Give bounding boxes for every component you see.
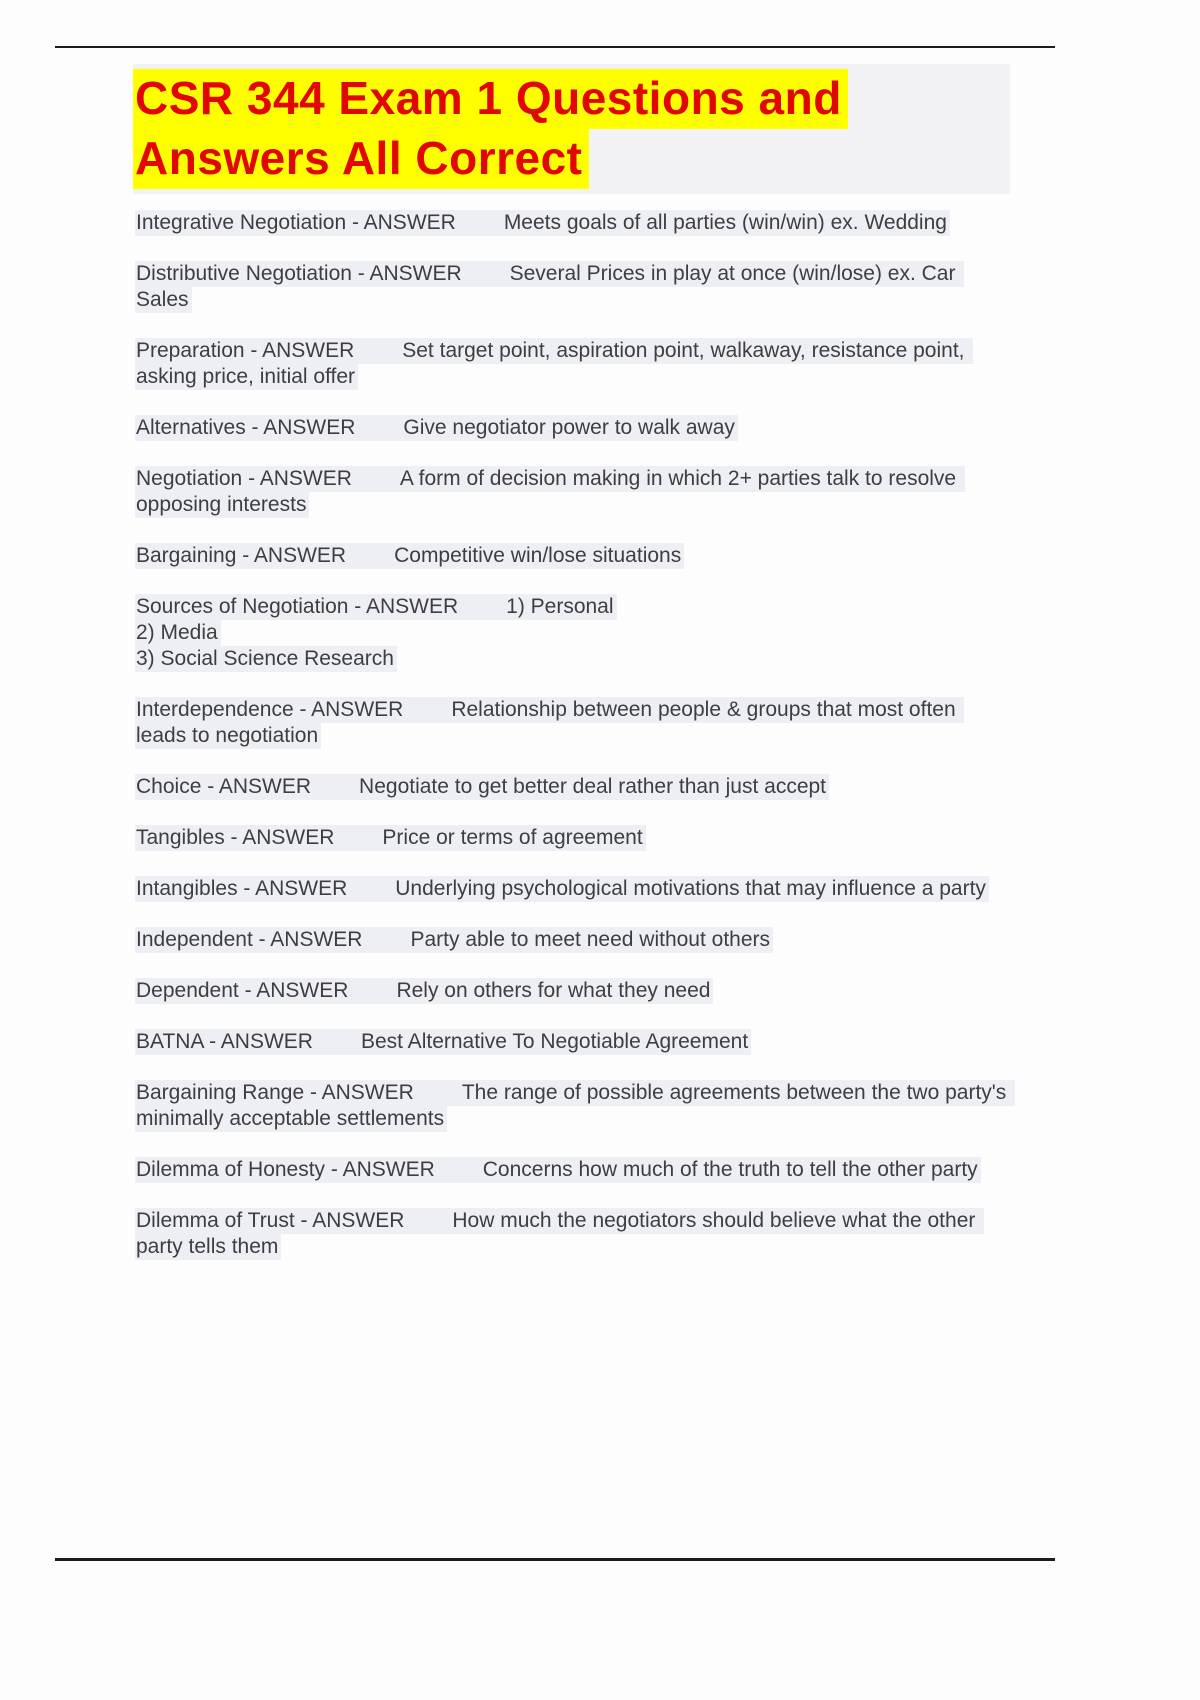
qa-text: [135, 338, 973, 390]
term-answer-gap: [311, 792, 359, 793]
term-answer-gap: [354, 356, 402, 357]
qa-item: [135, 1208, 1007, 1260]
qa-item: [135, 876, 1007, 902]
term-answer-gap: [313, 1047, 361, 1048]
title-line-1: CSR 344 Exam 1 Questions and: [133, 69, 848, 129]
term-answer-gap: [462, 279, 510, 280]
qa-item: [135, 415, 1007, 441]
qa-text: [135, 543, 684, 569]
top-rule: [55, 46, 1055, 48]
term-answer-gap: [414, 1098, 462, 1099]
qa-item: [135, 543, 1007, 569]
qa-answer: Set target point, aspiration point, walkaway, resistance point, asking price, initial offer: [136, 339, 971, 388]
term-answer-gap: [334, 843, 382, 844]
qa-answer: The range of possible agreements between the two party's minimally acceptable settlements: [136, 1081, 1013, 1130]
qa-item: [135, 338, 1007, 390]
term-answer-gap: [348, 996, 396, 997]
qa-answer: Negotiate to get better deal rather than just accept: [359, 775, 827, 798]
qa-text: [135, 1029, 751, 1055]
qa-term: Intangibles - ANSWER: [136, 877, 348, 900]
title-line-2: Answers All Correct: [133, 129, 589, 189]
qa-item: [135, 978, 1007, 1004]
qa-text: [135, 774, 829, 800]
qa-text: [135, 876, 989, 902]
qa-term: Choice - ANSWER: [136, 775, 312, 798]
qa-term: Bargaining Range - ANSWER: [136, 1081, 414, 1104]
term-answer-gap: [347, 894, 395, 895]
qa-text: [135, 1080, 1015, 1132]
term-answer-gap: [403, 715, 451, 716]
qa-text: [135, 594, 617, 672]
qa-term: Bargaining - ANSWER: [136, 544, 347, 567]
term-answer-gap: [362, 945, 410, 946]
qa-term: Interdependence - ANSWER: [136, 698, 404, 721]
term-answer-gap: [355, 433, 403, 434]
qa-answer: Concerns how much of the truth to tell the other party: [482, 1158, 978, 1181]
qa-text: [135, 1157, 981, 1183]
qa-item: [135, 210, 1007, 236]
qa-answer: Best Alternative To Negotiable Agreement: [360, 1030, 749, 1053]
qa-item: [135, 774, 1007, 800]
qa-term: Dilemma of Trust - ANSWER: [136, 1209, 405, 1232]
qa-text: [135, 1208, 984, 1260]
qa-answer: Meets goals of all parties (win/win) ex. Wedding: [503, 211, 947, 234]
qa-list: [135, 210, 1013, 1285]
qa-item: [135, 1157, 1007, 1183]
qa-text: [135, 978, 713, 1004]
page-title: [133, 68, 1010, 188]
qa-term: Preparation - ANSWER: [136, 339, 355, 362]
qa-term: Dependent - ANSWER: [136, 979, 349, 1002]
qa-text: [135, 825, 646, 851]
term-answer-gap: [458, 612, 506, 613]
qa-text: [135, 261, 964, 313]
qa-answer: Party able to meet need without others: [410, 928, 771, 951]
qa-item: [135, 927, 1007, 953]
qa-answer: Price or terms of agreement: [382, 826, 643, 849]
qa-answer: Give negotiator power to walk away: [403, 416, 735, 439]
bottom-rule: [55, 1558, 1055, 1561]
qa-answer: A form of decision making in which 2+ parties talk to resolve opposing interests: [136, 467, 962, 516]
qa-text: [135, 927, 773, 953]
term-answer-gap: [435, 1175, 483, 1176]
qa-term: Independent - ANSWER: [136, 928, 363, 951]
title-block: [133, 64, 1010, 194]
qa-item: [135, 825, 1007, 851]
qa-item: [135, 594, 1007, 672]
qa-term: BATNA - ANSWER: [136, 1030, 313, 1053]
qa-text: [135, 210, 950, 236]
qa-answer: Competitive win/lose situations: [394, 544, 682, 567]
qa-term: Dilemma of Honesty - ANSWER: [136, 1158, 435, 1181]
term-answer-gap: [346, 561, 394, 562]
qa-answer: Rely on others for what they need: [396, 979, 711, 1002]
qa-term: Alternatives - ANSWER: [136, 416, 356, 439]
qa-item: [135, 697, 1007, 749]
qa-item: [135, 1029, 1007, 1055]
qa-answer: Several Prices in play at once (win/lose) ex. Car Sales: [136, 262, 962, 311]
qa-term: Sources of Negotiation - ANSWER: [136, 595, 459, 618]
qa-term: Integrative Negotiation - ANSWER: [136, 211, 456, 234]
qa-term: Distributive Negotiation - ANSWER: [136, 262, 462, 285]
qa-item: [135, 466, 1007, 518]
qa-answer: How much the negotiators should believe what the other party tells them: [136, 1209, 982, 1258]
qa-answer: Underlying psychological motivations that may influence a party: [395, 877, 986, 900]
term-answer-gap: [352, 484, 400, 485]
qa-answer: 1) Personal 2) Media 3) Social Science Research: [136, 595, 614, 670]
qa-text: [135, 697, 964, 749]
term-answer-gap: [456, 228, 504, 229]
qa-item: [135, 261, 1007, 313]
qa-item: [135, 1080, 1013, 1132]
qa-text: [135, 415, 738, 441]
qa-answer: Relationship between people & groups that most often leads to negotiation: [136, 698, 962, 747]
qa-text: [135, 466, 965, 518]
qa-term: Negotiation - ANSWER: [136, 467, 352, 490]
qa-term: Tangibles - ANSWER: [136, 826, 335, 849]
term-answer-gap: [404, 1226, 452, 1227]
